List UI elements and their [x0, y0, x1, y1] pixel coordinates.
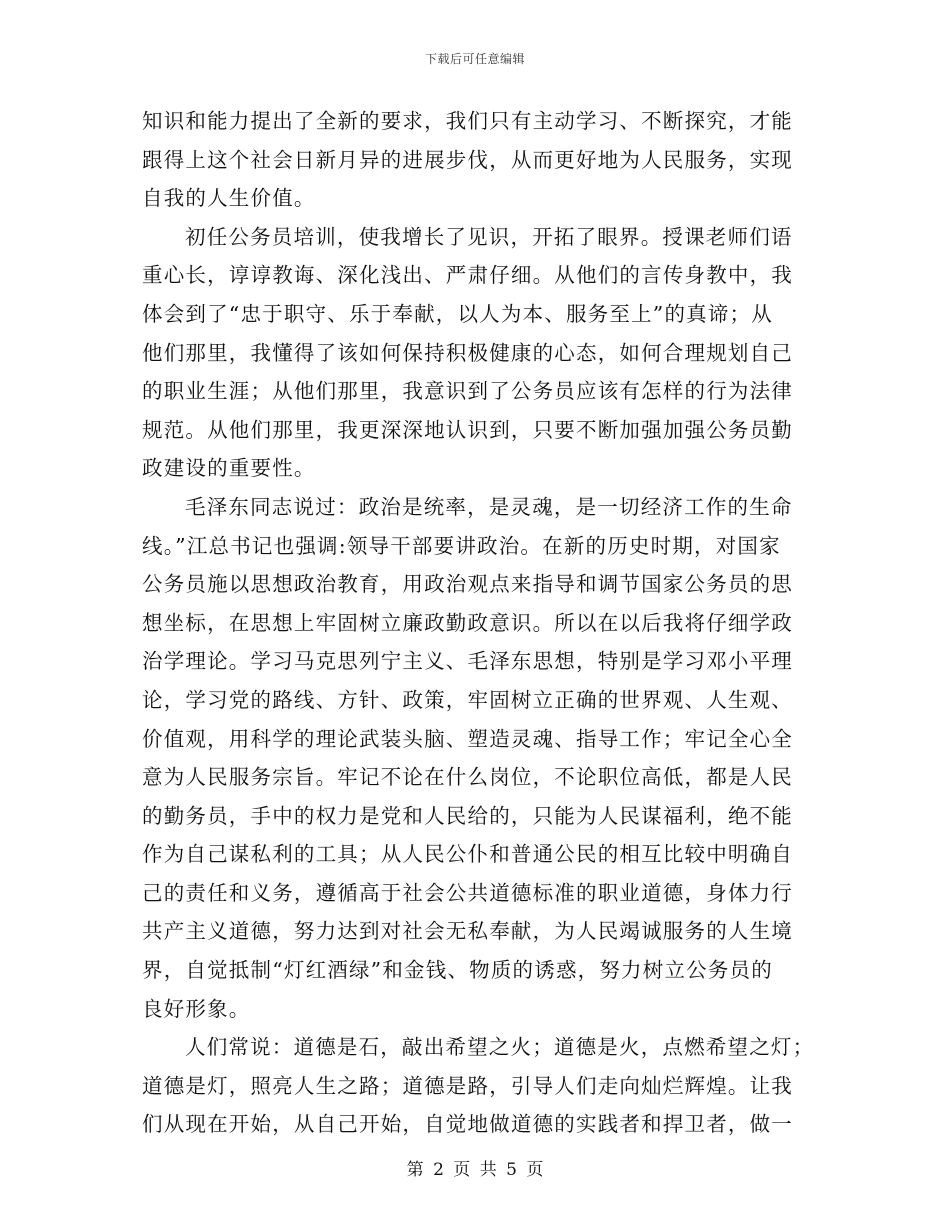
text-line: 道德是灯，照亮人生之路；道德是路，引导人们走向灿烂辉煌。让我 — [142, 1073, 793, 1098]
text-line: 作为自己谋私利的工具；从人民公仆和普通公民的相互比较中明确自 — [142, 842, 793, 867]
text-line: 共产主义道德，努力达到对社会无私奉献，为人民竭诚服务的人生境 — [142, 919, 793, 944]
text-line: 良好形象。 — [142, 996, 251, 1021]
paragraph-start-line: 初任公务员培训，使我增长了见识，开拓了眼界。授课老师们语 — [185, 224, 793, 249]
text-line: 治学理论。学习马克思列宁主义、毛泽东思想，特别是学习邓小平理 — [142, 649, 793, 674]
document-body — [142, 102, 815, 1144]
text-line: 重心长，谆谆教诲、深化浅出、严肃仔细。从他们的言传身教中，我 — [142, 263, 793, 288]
text-line: 的职业生涯；从他们那里，我意识到了公务员应该有怎样的行为法律 — [142, 379, 793, 404]
text-line: 界，自觉抵制“灯红酒绿”和金钱、物质的诱惑，努力树立公务员的 — [142, 958, 773, 983]
text-line: 意为人民服务宗旨。牢记不论在什么岗位，不论职位高低，都是人民 — [142, 765, 793, 790]
text-line: 规范。从他们那里，我更深深地认识到，只要不断加强加强公务员勤 — [142, 417, 793, 442]
text-line: 跟得上这个社会日新月异的进展步伐，从而更好地为人民服务，实现 — [142, 147, 793, 172]
text-line: 他们那里，我懂得了该如何保持积极健康的心态，如何合理规划自己 — [142, 340, 793, 365]
text-line: 线。”江总书记也强调:领导干部要讲政治。在新的历史时期，对国家 — [142, 533, 781, 558]
text-line: 体会到了“忠于职守、乐于奉献，以人为本、服务至上”的真谛；从 — [142, 301, 773, 326]
text-line: 想坐标，在思想上牢固树立廉政勤政意识。所以在以后我将仔细学政 — [142, 610, 793, 635]
text-line: 价值观，用科学的理论武装头脑、塑造灵魂、指导工作；牢记全心全 — [142, 726, 793, 751]
page-number-footer: 第 2 页 共 5 页 — [406, 1160, 544, 1180]
text-line: 的勤务员，手中的权力是党和人民给的，只能为人民谋福利，绝不能 — [142, 803, 793, 828]
page-header: 下载后可任意编辑 — [424, 52, 525, 66]
text-line: 公务员施以思想政治教育，用政治观点来指导和调节国家公务员的思 — [142, 572, 793, 597]
text-line: 们从现在开始，从自己开始，自觉地做道德的实践者和捍卫者，做一 — [142, 1112, 793, 1137]
text-line: 政建设的重要性。 — [142, 456, 316, 481]
text-line: 自我的人生价值。 — [142, 186, 316, 211]
text-line: 知识和能力提出了全新的要求，我们只有主动学习、不断探究，才能 — [142, 109, 793, 133]
text-line: 论，学习党的路线、方针、政策，牢固树立正确的世界观、人生观、 — [142, 687, 793, 712]
paragraph-start-line: 人们常说：道德是石，敲出希望之火；道德是火，点燃希望之灯； — [185, 1035, 815, 1060]
paragraph-start-line: 毛泽东同志说过：政治是统率，是灵魂，是一切经济工作的生命 — [185, 494, 793, 519]
text-line: 己的责任和义务，遵循高于社会公共道德标准的职业道德，身体力行 — [142, 880, 793, 905]
